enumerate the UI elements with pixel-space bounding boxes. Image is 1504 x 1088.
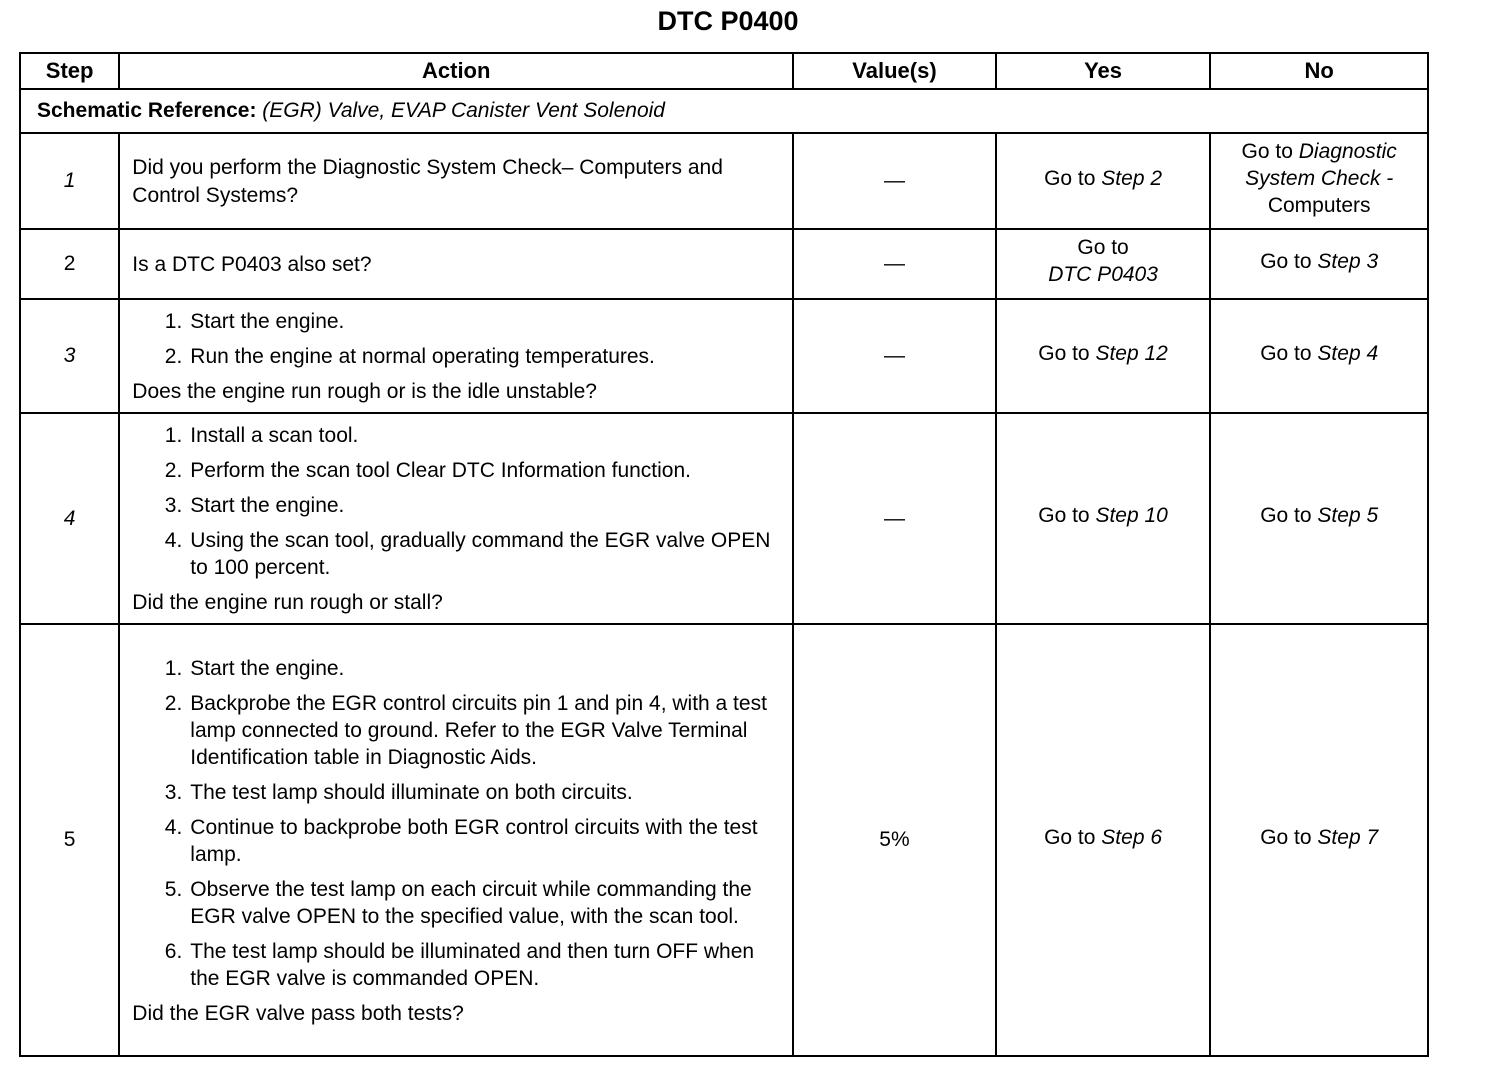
action-step: 3. The test lamp should illuminate on both circuits.: [164, 780, 633, 804]
no-ref: Step 7: [1317, 825, 1379, 849]
no-prefix: Go to: [1260, 825, 1312, 849]
yes-ref: DTC P0403: [1048, 263, 1158, 286]
table-row: [20, 229, 1428, 299]
action-steps: [132, 422, 782, 581]
yes-ref: Step 6: [1101, 825, 1163, 849]
action-question: Did you perform the Diagnostic System Check– Computers and Control Systems?: [132, 156, 723, 207]
yes-cell: [996, 413, 1211, 624]
no-cell: [1210, 299, 1428, 413]
value-cell: 5%: [793, 624, 996, 1056]
action-step: 2. Run the engine at normal operating temperatures.: [164, 345, 655, 368]
action-step: 4. Continue to backprobe both EGR control circuits with the test lamp.: [164, 815, 758, 866]
step-number: 2: [20, 229, 119, 299]
diagnostic-table: [19, 52, 1429, 1057]
step-number: 5: [20, 624, 119, 1056]
yes-prefix: Go to: [1044, 166, 1096, 190]
page-title: DTC P0400: [657, 6, 799, 36]
action-question: Is a DTC P0403 also set?: [132, 253, 372, 276]
value-cell: —: [793, 413, 996, 624]
action-steps: [132, 655, 782, 992]
yes-ref: Step 12: [1095, 341, 1168, 365]
action-step: 2. Perform the scan tool Clear DTC Information function.: [164, 459, 691, 482]
action-step: 1. Start the engine.: [164, 310, 345, 333]
header-row: [20, 53, 1428, 89]
schematic-label: Schematic Reference:: [37, 99, 257, 122]
action-question: Did the engine run rough or stall?: [132, 591, 443, 614]
table-row: [20, 413, 1428, 624]
action-cell: [119, 413, 793, 624]
no-ref: Step 4: [1317, 341, 1379, 365]
yes-prefix: Go to: [1038, 504, 1090, 527]
schematic-row: [20, 89, 1428, 133]
action-step: 6. The test lamp should be illuminated and then turn OFF when the EGR valve is commanded OPEN.: [164, 939, 755, 990]
table-row: [20, 133, 1428, 229]
action-step: 1. Start the engine.: [164, 656, 345, 680]
no-cell: [1210, 413, 1428, 624]
step-number: 1: [20, 133, 119, 229]
table-row: [20, 299, 1428, 413]
action-cell: [119, 299, 793, 413]
yes-cell: [996, 229, 1211, 299]
yes-prefix: Go to: [1038, 341, 1090, 365]
no-prefix: Go to: [1260, 249, 1312, 273]
no-prefix: Go to: [1241, 139, 1293, 163]
header-action: Action: [119, 53, 793, 89]
no-cell: [1210, 229, 1428, 299]
schematic-reference: [20, 89, 1428, 133]
action-question: Does the engine run rough or is the idle unstable?: [132, 380, 597, 403]
header-yes: Yes: [996, 53, 1211, 89]
no-cell: [1210, 624, 1428, 1056]
step-number: 3: [20, 299, 119, 413]
yes-cell: [996, 299, 1211, 413]
no-ref: Step 3: [1317, 249, 1379, 273]
action-cell: [119, 229, 793, 299]
action-steps: [132, 308, 782, 370]
no-ref: Step 5: [1317, 504, 1379, 527]
yes-ref: Step 10: [1095, 504, 1168, 527]
header-values: Value(s): [793, 53, 996, 89]
yes-ref: Step 2: [1101, 166, 1163, 190]
action-step: 4. Using the scan tool, gradually command the EGR valve OPEN to 100 percent.: [164, 529, 771, 579]
action-step: 3. Start the engine.: [164, 494, 345, 517]
action-cell: [119, 133, 793, 229]
no-prefix: Go to: [1260, 341, 1312, 365]
value-cell: —: [793, 229, 996, 299]
header-step: Step: [20, 53, 119, 89]
yes-cell: [996, 133, 1211, 229]
step-number: 4: [20, 413, 119, 624]
action-step: 1. Install a scan tool.: [164, 424, 359, 447]
no-cell: [1210, 133, 1428, 229]
no-suffix: Computers: [1267, 193, 1371, 217]
action-cell: [119, 624, 793, 1056]
yes-cell: [996, 624, 1211, 1056]
yes-prefix: Go to: [1044, 825, 1096, 849]
value-cell: —: [793, 299, 996, 413]
header-no: No: [1210, 53, 1428, 89]
table-row: [20, 624, 1428, 1056]
value-cell: —: [793, 133, 996, 229]
yes-prefix: Go to: [1077, 236, 1129, 259]
action-question: Did the EGR valve pass both tests?: [132, 1001, 464, 1025]
schematic-ref: (EGR) Valve, EVAP Canister Vent Solenoid: [262, 99, 665, 122]
action-step: 2. Backprobe the EGR control circuits pin 1 and pin 4, with a test lamp connected to ground. Refer to the EGR Valve Terminal Identification table in Diagnostic Aids.: [164, 691, 767, 769]
no-prefix: Go to: [1260, 504, 1312, 527]
no-ref: Diagnostic System Check -: [1245, 139, 1397, 190]
action-step: 5. Observe the test lamp on each circuit while commanding the EGR valve OPEN to the specified value, with the scan tool.: [164, 877, 752, 928]
